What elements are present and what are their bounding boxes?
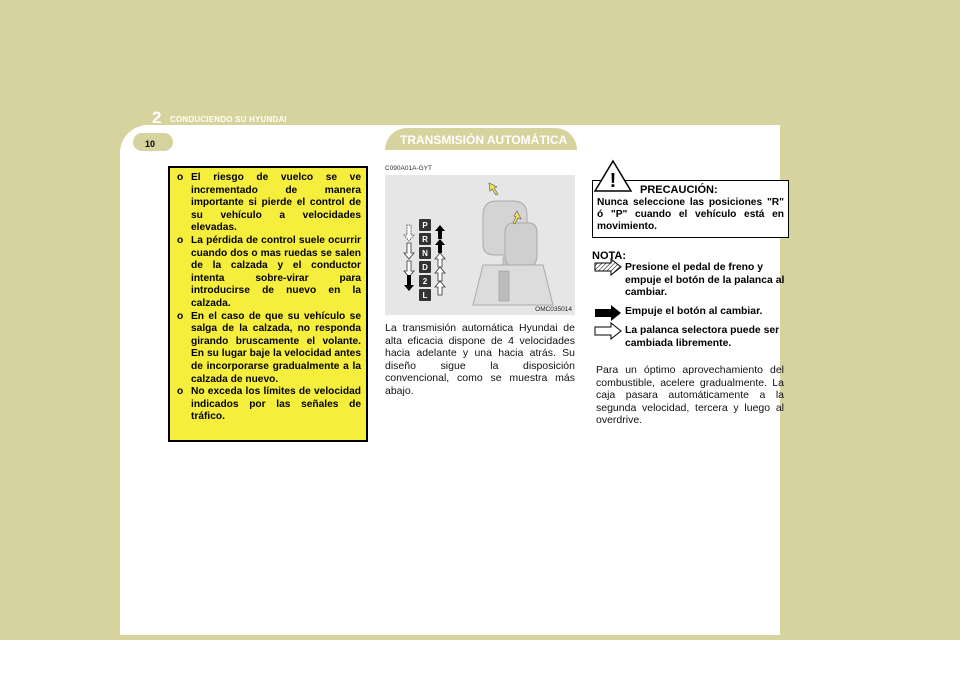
warning-item: o No exceda los límites de velocidad indicados por las señales de tráfico. <box>177 386 361 423</box>
shift-lever-illustration <box>385 175 575 315</box>
section-title: TRANSMISIÓN AUTOMÁTICA <box>400 133 568 147</box>
chapter-number: 2 <box>152 108 162 127</box>
nota-label: NOTA: <box>592 250 627 262</box>
svg-text:2: 2 <box>422 277 428 286</box>
outline-arrow-icon <box>594 322 622 340</box>
caution-title: PRECAUCIÓN: <box>640 184 718 196</box>
shift-lever <box>473 201 553 305</box>
page-number: 10 <box>145 139 156 149</box>
push-arrow-icon <box>489 183 498 195</box>
svg-text:N: N <box>422 249 428 258</box>
solid-arrow-icon <box>594 304 622 322</box>
warning-item: o El riesgo de vuelco se ve incrementado de manera importante si pierde el control de su vehículo a velocidades elevadas. <box>177 172 361 234</box>
closing-paragraph: Para un óptimo aprovechamiento del combustible, acelere gradualmente. La caja pasara automáticamente a la segunda velocidad, tercera y luego al overdrive. <box>596 364 784 427</box>
shift-lever-figure <box>385 175 575 315</box>
nota-item: La palanca selectora puede ser cambiada libremente. <box>625 325 780 349</box>
caution-text: Nunca seleccione las posiciones "R" ó "P" cuando el vehículo está en movimiento. <box>597 197 784 233</box>
right-shift-arrows <box>435 225 445 295</box>
warning-box <box>168 166 368 442</box>
chapter-title: CONDUCIENDO SU HYUNDAI <box>170 115 287 124</box>
figure-code: OMC035014 <box>535 306 572 313</box>
warning-item: o En el caso de que su vehículo se salga de la calzada, no responda girando bruscamente el volante. En su lugar baje la velocidad antes de incorporarse gradualmente a la calzada de nuevo. <box>177 310 361 385</box>
caution-box <box>592 170 789 238</box>
section-code: C090A01A-GYT <box>385 165 432 172</box>
svg-text:L: L <box>422 291 428 300</box>
warning-item: o La pérdida de control suele ocurrir cuando dos o mas ruedas se salen de la calzada y el conductor intenta sobre-virar para introducirse de nuevo en la calzada. <box>177 234 361 309</box>
nota-item: Presione el pedal de freno y empuje el botón de la palanca al cambiar. <box>625 262 785 299</box>
svg-text:D: D <box>422 263 428 272</box>
nota-item: Empuje el botón al cambiar. <box>625 306 763 317</box>
left-shift-arrows <box>404 225 414 291</box>
gear-position-column <box>419 219 431 301</box>
body-paragraph: La transmisión automática Hyundai de alta eficacia dispone de 4 velocidades hacia adelante y una hacia atrás. Su diseño sigue la disposición convencional, como se muestra más abajo. <box>385 322 575 397</box>
warning-triangle-icon <box>593 159 633 193</box>
svg-text:R: R <box>422 235 428 244</box>
svg-text:!: ! <box>609 170 617 192</box>
hatched-arrow-icon <box>594 258 622 276</box>
svg-text:P: P <box>422 221 428 230</box>
